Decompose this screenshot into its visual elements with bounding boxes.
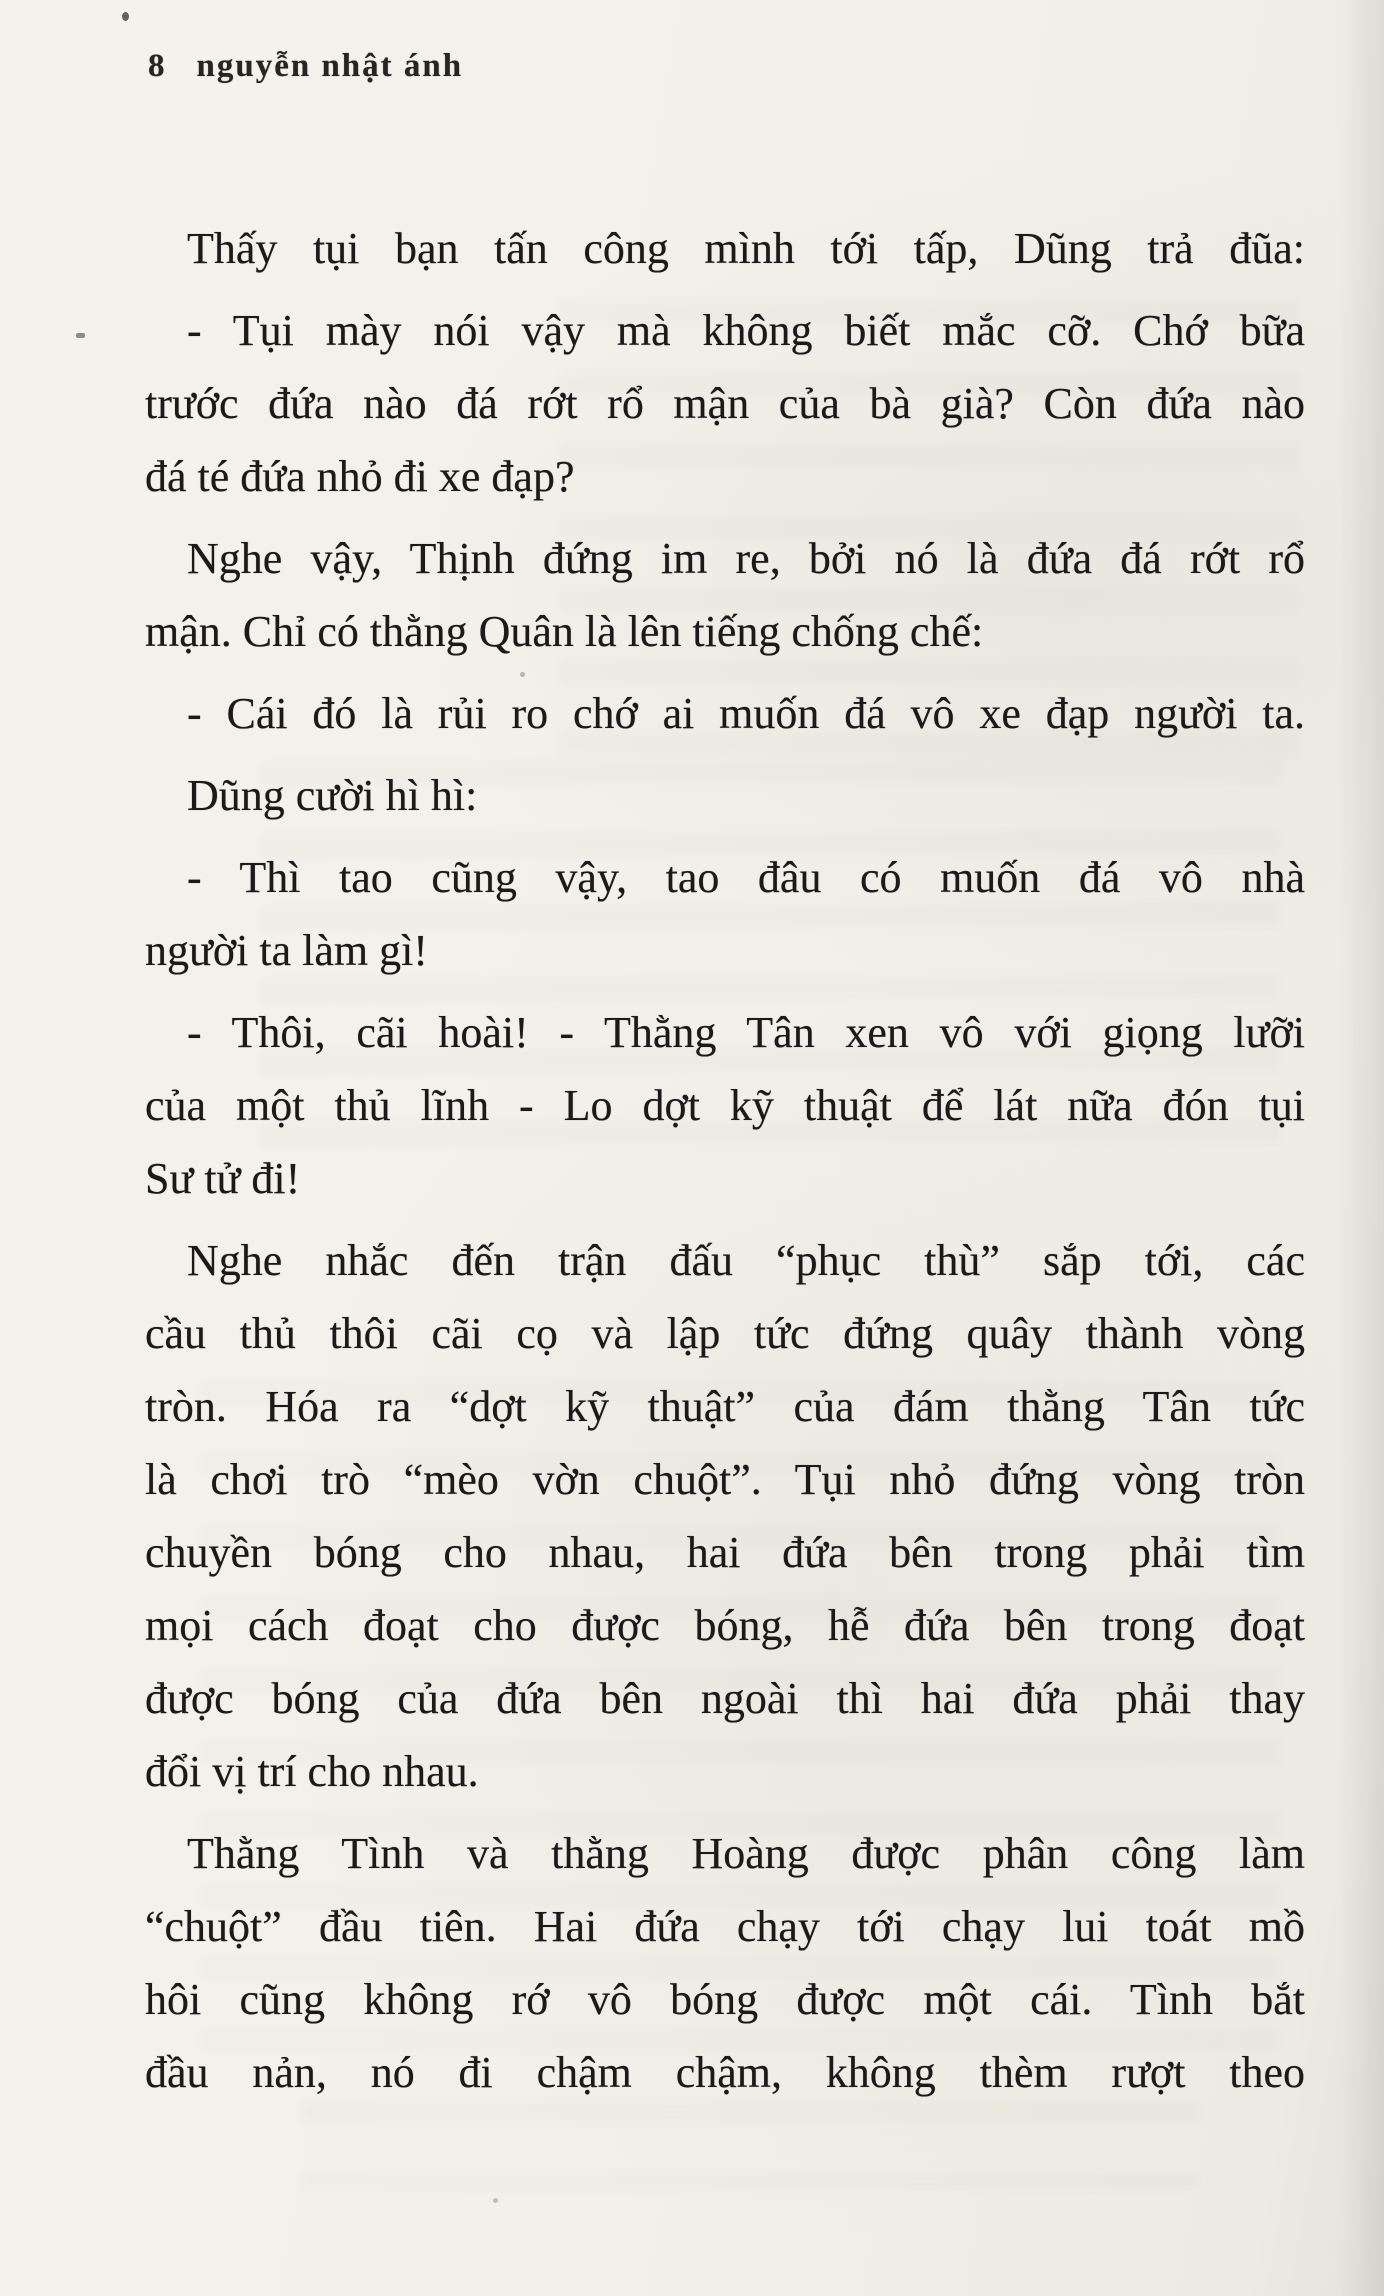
text-line: đầu nản, nó đi chậm chậm, không thèm rượt theo [145,2048,1305,2097]
scan-speck [493,2198,498,2203]
text-line: cầu thủ thôi cãi cọ và lập tức đứng quây thành vòng [145,1309,1305,1358]
page-edge-shadow [1338,0,1384,2296]
text-line: của một thủ lĩnh - Lo dợt kỹ thuật để lát nữa đón tụi [145,1081,1305,1130]
text-line: - Cái đó là rủi ro chớ ai muốn đá vô xe đạp người ta. [187,689,1305,738]
text-line: người ta làm gì! [145,926,428,975]
text-line: hôi cũng không rớ vô bóng được một cái. Tình bắt [145,1975,1305,2024]
text-line: Thằng Tình và thằng Hoàng được phân công làm [187,1829,1305,1878]
text-line: “chuột” đầu tiên. Hai đứa chạy tới chạy lui toát mồ [145,1902,1305,1951]
text-line: tròn. Hóa ra “dợt kỹ thuật” của đám thằng Tân tức [145,1382,1305,1431]
scan-speck [76,333,85,338]
text-line: đổi vị trí cho nhau. [145,1747,479,1796]
text-line: Dũng cười hì hì: [187,771,478,820]
text-lines [145,212,1305,2109]
text-line: Nghe nhắc đến trận đấu “phục thù” sắp tới, các [187,1236,1305,1285]
bleed-through-smudge [300,2100,1200,2190]
scan-speck [122,12,129,21]
page-number: 8 [148,48,167,84]
text-line: Thấy tụi bạn tấn công mình tới tấp, Dũng trả đũa: [187,224,1305,273]
text-line: mận. Chỉ có thằng Quân là lên tiếng chống chế: [145,607,984,656]
text-line: - Thôi, cãi hoài! - Thằng Tân xen vô với giọng lưỡi [187,1008,1305,1057]
text-line: được bóng của đứa bên ngoài thì hai đứa phải thay [145,1674,1305,1723]
text-line: chuyền bóng cho nhau, hai đứa bên trong phải tìm [145,1528,1305,1577]
text-line: mọi cách đoạt cho được bóng, hễ đứa bên trong đoạt [145,1601,1305,1650]
running-title: nguyễn nhật ánh [196,48,464,84]
text-line: là chơi trò “mèo vờn chuột”. Tụi nhỏ đứng vòng tròn [145,1455,1305,1504]
text-line: Sư tử đi! [145,1154,301,1203]
text-line: đá té đứa nhỏ đi xe đạp? [145,452,575,501]
text-line: - Thì tao cũng vậy, tao đâu có muốn đá vô nhà [187,853,1305,902]
text-line: - Tụi mày nói vậy mà không biết mắc cỡ. Chớ bữa [187,306,1305,355]
running-header [148,48,463,85]
text-line: Nghe vậy, Thịnh đứng im re, bởi nó là đứa đá rớt rổ [187,534,1305,583]
text-line: trước đứa nào đá rớt rổ mận của bà già? Còn đứa nào [145,379,1305,428]
